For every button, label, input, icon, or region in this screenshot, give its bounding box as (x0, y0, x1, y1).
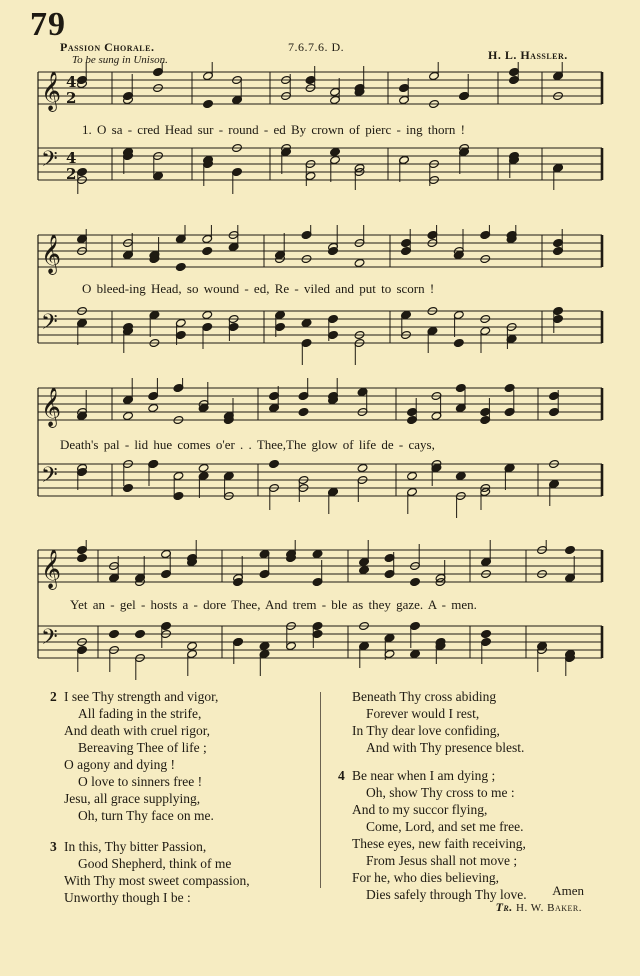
note-head (148, 403, 159, 412)
music-system-4 (0, 540, 640, 700)
treble-clef-icon: 𝄞 (41, 234, 62, 274)
lyric-line-4: Yet an - gel - hosts a - dore Thee, And trem - ble as they gaze. A - men. (70, 597, 477, 612)
note-head (259, 641, 270, 650)
music-system-3 (0, 378, 640, 538)
bass-clef-icon: 𝄢 (41, 625, 58, 655)
note-head (233, 577, 244, 586)
verse-4-line: Come, Lord, and set me free. (366, 819, 524, 834)
note-head (312, 549, 323, 558)
note-head (202, 310, 213, 319)
verse-4-line: Oh, show Thy cross to me : (366, 785, 515, 800)
verse-4-line: And to my succor flying, (352, 802, 488, 817)
note-head (330, 147, 341, 156)
verse-3-line: 3 In this, Thy bitter Passion, (50, 839, 207, 854)
verse-3-line: With Thy most sweet compassion, (64, 873, 250, 888)
meter: 7.6.7.6. D. (288, 40, 345, 54)
verse-3-line: Good Shepherd, think of me (78, 856, 232, 871)
verse-2-line: Oh, turn Thy face on me. (78, 808, 214, 823)
verse-2-line: 2 I see Thy strength and vigor, (50, 689, 219, 704)
note-head (203, 99, 214, 108)
lyric-line-1: 1. O sa - cred Head sur - round - ed By crown of pierc - ing thorn ! (82, 122, 465, 137)
note-head (202, 246, 213, 255)
verse-2-line: Jesu, all grace supplying, (64, 791, 201, 806)
bass-clef-icon: 𝄢 (41, 310, 58, 340)
verse-4-line: From Jesus shall not move ; (366, 853, 518, 868)
treble-clef-icon: 𝄞 (41, 387, 62, 427)
bass-clef-icon: 𝄢 (41, 147, 58, 177)
hymn-number: 79 (30, 6, 66, 43)
lyric-line-3: Death's pal - lid hue comes o'er . . Thee,The glow of life de - cays, (60, 437, 435, 452)
note-head (407, 471, 418, 480)
note-head (537, 641, 548, 650)
time-signature-bottom: 2 (66, 89, 77, 107)
verse-3-cont-line: Beneath Thy cross abiding (352, 689, 497, 704)
note-head (301, 318, 312, 327)
verses-left-column (50, 688, 250, 906)
verse-2-line: And death with cruel rigor, (64, 723, 211, 738)
time-signature-top: 4 (66, 149, 77, 167)
note-head (455, 471, 466, 480)
note-head (504, 463, 515, 472)
bass-clef-icon: 𝄢 (41, 463, 58, 493)
note-head (135, 629, 146, 638)
treble-clef-icon: 𝄞 (41, 549, 62, 589)
translator-credit (496, 900, 582, 915)
verse-2-line: O love to sinners free ! (78, 774, 203, 789)
note-head (481, 629, 492, 638)
note-head (298, 407, 309, 416)
tune-name: Passion Chorale. (60, 40, 155, 54)
verse-3-cont-line: And with Thy presence blest. (366, 740, 525, 755)
note-head (453, 338, 464, 347)
note-head (198, 463, 209, 472)
verse-2-line: All fading in the strife, (78, 706, 202, 721)
translator-prefix: Tr. (495, 900, 513, 914)
note-head (357, 463, 368, 472)
note-head (453, 250, 464, 259)
treble-clef-icon: 𝄞 (41, 71, 62, 111)
note-head (77, 411, 88, 420)
note-head (565, 545, 576, 554)
verse-3-cont-line: In Thy dear love confiding, (352, 723, 500, 738)
note-head (269, 459, 280, 468)
note-head (359, 565, 370, 574)
note-head (354, 258, 365, 267)
composer: H. L. Hassler. (488, 48, 568, 62)
verse-number: 2 (50, 689, 57, 704)
time-signature-bottom: 2 (66, 165, 77, 183)
lyric-line-2: O bleed-ing Head, so wound - ed, Re - viled and put to scorn ! (82, 281, 435, 296)
verse-3-line: Unworthy though I be : (64, 890, 191, 905)
music-system-2 (0, 225, 640, 385)
verses-right-column (338, 688, 527, 903)
verse-number: 4 (338, 768, 345, 783)
note-head (410, 577, 421, 586)
performance-instruction: To be sung in Unison. (72, 54, 168, 66)
column-divider (320, 692, 321, 888)
verse-4-line: For he, who dies believing, (352, 870, 499, 885)
note-head (77, 553, 88, 562)
verse-4-line: These eyes, new faith receiving, (352, 836, 526, 851)
translator-name: H. W. Baker. (516, 902, 582, 914)
time-signature-top: 4 (66, 73, 77, 91)
verse-3-cont-line: Forever would I rest, (366, 706, 480, 721)
verse-2-line: O agony and dying ! (64, 757, 175, 772)
note-head (328, 246, 339, 255)
note-head (175, 262, 186, 271)
verse-4-line: Dies safely through Thy love. (366, 887, 527, 902)
amen-label: Amen (552, 883, 584, 898)
verse-4-line: 4 Be near when I am dying ; (338, 768, 496, 783)
note-head (109, 629, 120, 638)
note-head (410, 649, 421, 658)
note-head (148, 459, 159, 468)
verse-number: 3 (50, 839, 57, 854)
verse-2-line: Bereaving Thee of life ; (78, 740, 207, 755)
note-head (123, 411, 134, 420)
music-system-1 (0, 62, 640, 222)
note-head (187, 641, 198, 650)
note-head (198, 403, 209, 412)
